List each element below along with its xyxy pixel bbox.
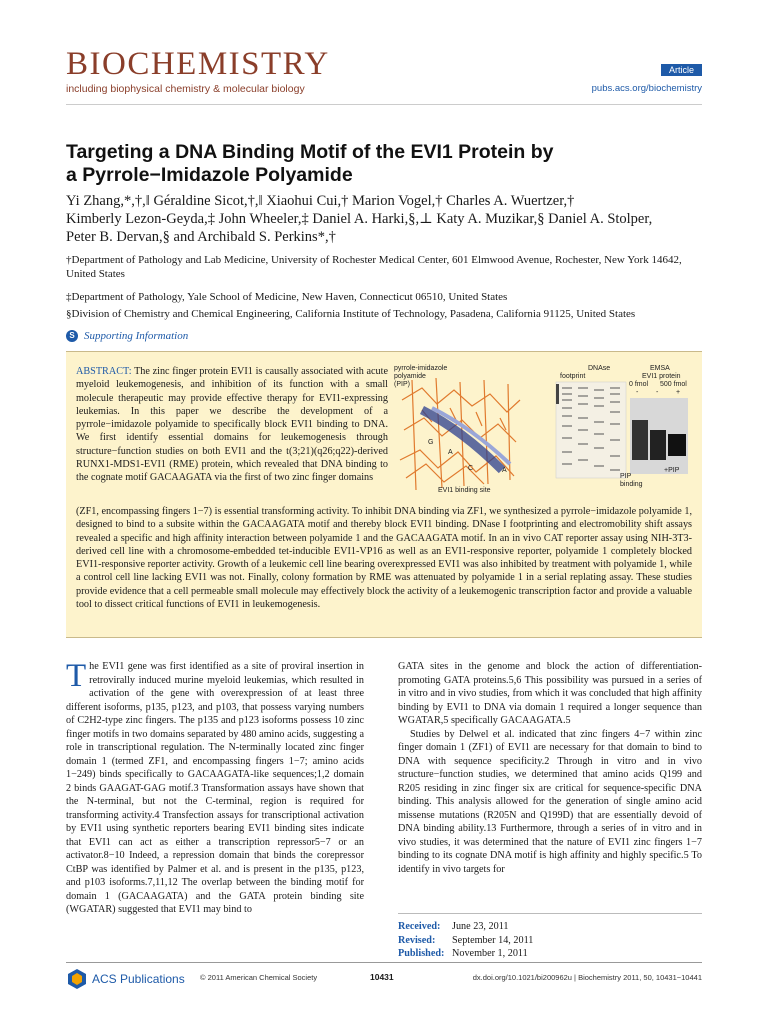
- date-revised: [398, 934, 702, 948]
- footer-divider: [66, 962, 702, 963]
- acs-publications-logo[interactable]: [66, 968, 185, 990]
- author-line-2: Kimberly Lezon-Geyda,‡ John Wheeler,‡ Daniel A. Harki,§,⊥ Katy A. Muzikar,§ Daniel A. Stolper,: [66, 211, 653, 227]
- abstract-text-1: The zinc finger protein EVI1 is causally associated with acute myeloid leukemogenesis, and inhibition of its function with a small molecule therapeutic may provide effective therapy for EVI1-expressing leukemias. In this paper we describe the development of a pyrrole−imidazole polyamide to specifically block EVI1 binding to DNA. We first identify essential domains for leukemogenesis through structure−function studies on both EVI1 and the t(3;21)(q26;q22)-derived RUNX1-MDS1-EVI1 (RME) protein, which revealed that DNA binding to the cognate motif GACAAGATA via the first of two zinc finger domains: [76, 366, 388, 484]
- body-right-column: [398, 660, 702, 876]
- journal-name: BIOCHEMISTRY: [66, 46, 330, 82]
- abstract-part-2: (ZF1, encompassing fingers 1−7) is essential transforming activity. To inhibit DNA binding via ZF1, we synthesized a pyrrole−imidazole polyamide 1, designed to bind to a subsite within the GACAAGATA motif and thereby block EVI1 binding. DNase I footprinting and electromobility shift assays revealed a specific and high affinity interaction between polyamide 1 and the GACAAGATA motif. In an in vivo CAT reporter assay using NIH-3T3-derived cell line with a chromosome-embedded tet-inducible EVI1-VP16 as well as an EVI1-responsive reporter, polyamide 1 completely blocked EVI1-responsive reporter activity. Growth of a leukemic cell line bearing overexpressed EVI1 was also inhibited by treatment with polyamide 1, while a control cell line lacking EVI1 was not. Finally, colony formation by RME was attenuated by polyamide 1 in a serial replating assay. These studies provide evidence that a cell permeable small molecule may effectively block the activity of a leukemogenic transcription factor and provide a valuable tool to dissect critical functions of EVI1 in leukemogenesis.: [76, 506, 692, 611]
- fig-label-minus1: -: [636, 389, 639, 396]
- fig-label-a1: A: [448, 449, 453, 456]
- date-published: [398, 947, 702, 961]
- fig-label-footprint: footprint: [560, 373, 586, 380]
- fig-label-polyamide2: polyamide: [394, 373, 426, 380]
- date-value: November 1, 2011: [452, 948, 528, 959]
- doi-citation[interactable]: dx.doi.org/10.1021/bi200962u | Biochemistry 2011, 50, 10431−10441: [472, 973, 702, 982]
- toc-graphic: [392, 360, 692, 498]
- date-label: Received:: [398, 921, 441, 932]
- right-paragraph-1: GATA sites in the genome and block the action of differentiation-promoting GATA proteins.5,6 This possibility was pursued in a series of in vitro and in vivo studies, from which it was concluded that high affinity binding by EVI1 to DNA via domain 1 required a longer sequence than WGATAR,5 specifically GACAAGATA.5: [398, 661, 702, 726]
- abstract-part-1: [76, 365, 388, 485]
- article-type-tag: Article: [661, 64, 702, 76]
- fig-label-evi1: EVI1 protein: [642, 373, 681, 380]
- date-received: [398, 920, 702, 934]
- affiliation-3: §Division of Chemistry and Chemical Engineering, California Institute of Technology, Pasadena, California 91125, United States: [66, 308, 636, 320]
- emsa-gel: [620, 365, 688, 488]
- title-line-1: Targeting a DNA Binding Motif of the EVI1 Protein by: [66, 141, 554, 163]
- date-label: Published:: [398, 948, 445, 959]
- date-label: Revised:: [398, 934, 436, 946]
- fig-label-polyamide: pyrrole-imidazole: [394, 365, 448, 372]
- dnase-gel: [556, 365, 626, 478]
- page-number: 10431: [370, 972, 394, 982]
- intro-paragraph: he EVI1 gene was first identified as a site of proviral insertion in retrovirally induced murine myeloid leukemias, which resulted in activation of the gene with overexpression of at least three different isoforms, p135, p123, and p103, that possess varying numbers of C2H2-type zinc fingers. The p135 and p123 isoforms possess 10 zinc finger motifs in two domains separated by 480 amino acids, suggesting a role in transcriptional regulation. The N-terminally located zinc finger domain 1 (termed ZF1, and encompassing fingers 1−7; amino acids 1−249) binds specifically to GACAAGATA-like sequences;1,2 domain 2 binds GAAGAT-GAG motif.3 Transformation assays have shown that the N-terminal, but not the C-terminal, region is required for transforming activity.4 Transfection assays for transcriptional activation by EVI1 using synthetic reporters bearing EVI1 binding sites indicate that EVI1 can act as either a transcription repressor5−7 or an activator.8−10 Indeed, a repression domain that binds the corepressor CtBP was identified by Palmer et al. and is present in the p135, p123, and p103 isoforms.7,11,12 The overlap between the binding motif for domain 1 (GACAAGATA) and the GATA protein binding site (WGATAR) suggested that EVI1 may bind to: [66, 661, 364, 915]
- drop-cap: T: [66, 658, 87, 694]
- author-line-1: Yi Zhang,*,†,‖ Géraldine Sicot,†,‖ Xiaohui Cui,† Marion Vogel,† Charles A. Wuertzer,†: [66, 193, 575, 209]
- title-line-2: a Pyrrole−Imidazole Polyamide: [66, 164, 353, 186]
- fig-label-emsa: EMSA: [650, 365, 670, 372]
- fig-label-a2: A: [502, 467, 507, 474]
- copyright: © 2011 American Chemical Society: [200, 973, 318, 982]
- right-paragraph-2: Studies by Delwel et al. indicated that zinc fingers 4−7 within zinc finger domain 1 (ZF1) of EVI1 are necessary for that domain to bind to DNA with sequence specificity.2 Through in vitro and in vivo structure−function studies, we determined that amino acids Q199 and R205 residing in zinc finger six are critical for sequence-specific DNA binding. This analysis allowed for the generation of single amino acid missense mutations (R205N and Q199D) that are essentially devoid of DNA binding ability.13 Furthermore, through a series of in vitro and in vivo studies, it was determined that the nature of EVI1 zinc fingers 1−7 binding to its cognate DNA motif is high affinity and highly specific.5 To identify in vivo targets for: [398, 728, 702, 875]
- author-line-3: Peter B. Dervan,§ and Archibald S. Perkins*,†: [66, 229, 336, 245]
- fig-label-plus: +: [676, 389, 681, 396]
- fig-label-minus2: -: [656, 389, 659, 396]
- fig-label-g: G: [428, 439, 434, 446]
- abstract-label: ABSTRACT:: [76, 366, 132, 377]
- date-value: September 14, 2011: [452, 934, 534, 946]
- fig-label-dnase: DNAse: [588, 365, 611, 372]
- fig-label-pip-plus: +PIP: [664, 467, 680, 474]
- author-list: [66, 192, 716, 246]
- article-title: [66, 141, 706, 187]
- journal-url-link[interactable]: pubs.acs.org/biochemistry: [591, 83, 702, 94]
- affiliation-2: ‡Department of Pathology, Yale School of Medicine, New Haven, Connecticut 06510, United States: [66, 291, 508, 303]
- supporting-info-label: Supporting Information: [84, 330, 189, 342]
- supporting-information-link[interactable]: [66, 330, 188, 342]
- journal-subtitle: including biophysical chemistry & molecular biology: [66, 83, 305, 95]
- article-dates: [398, 913, 702, 961]
- affiliation-1: †Department of Pathology and Lab Medicine, University of Rochester Medical Center, 601 Elmwood Avenue, Rochester, New York 14642, United States: [66, 254, 682, 280]
- fig-label-fmol500: 500 fmol: [660, 381, 687, 388]
- fig-label-pip-bind2: binding: [620, 481, 643, 488]
- acs-hexagon-icon: [66, 968, 88, 990]
- supporting-info-icon: S: [66, 330, 78, 342]
- date-value: June 23, 2011: [452, 921, 509, 932]
- publisher-name: ACS Publications: [92, 972, 185, 986]
- header-divider: [66, 104, 702, 105]
- fig-label-site: EVI1 binding site: [438, 487, 491, 494]
- fig-label-c: C: [468, 465, 474, 472]
- journal-masthead: [66, 48, 330, 95]
- fig-label-pip: (PIP): [394, 381, 410, 388]
- fig-label-fmol0: 0 fmol: [629, 381, 649, 388]
- fig-label-pip-bind1: PIP: [620, 473, 632, 480]
- body-left-column: [66, 660, 364, 917]
